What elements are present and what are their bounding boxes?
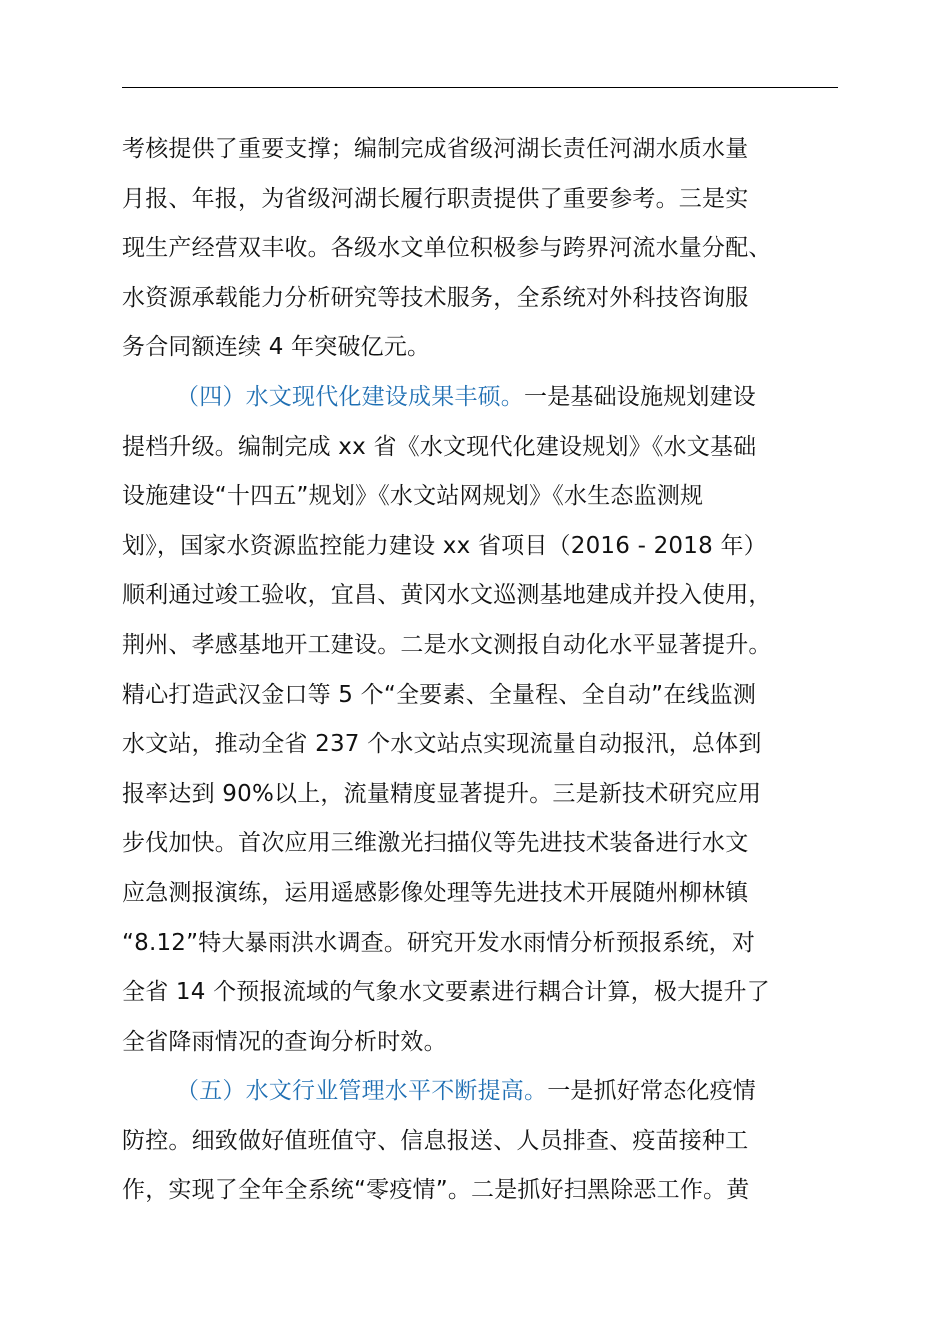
body-line: 精心打造武汉金口等 5 个“全要素、全量程、全自动”在线监测 bbox=[122, 681, 757, 708]
body-line: 考核提供了重要支撑；编制完成省级河湖长责任河湖水质水量 bbox=[122, 136, 749, 162]
section-5-lead: 一是抓好常态化疫情 bbox=[547, 1078, 757, 1105]
body-line: 设施建设“十四五”规划》《水文站网规划》《水生态监测规 bbox=[122, 483, 704, 510]
body-line: 全省降雨情况的查询分析时效。 bbox=[122, 1028, 447, 1055]
section-5-heading: （五）水文行业管理水平不断提高。 bbox=[176, 1078, 548, 1105]
body-line: 水文站，推动全省 237 个水文站点实现流量自动报汛，总体到 bbox=[122, 731, 762, 758]
body-line: 报率达到 90%以上，流量精度显著提升。三是新技术研究应用 bbox=[122, 780, 762, 807]
body-line: 应急测报演练，运用遥感影像处理等先进技术开展随州柳林镇 bbox=[122, 879, 749, 906]
body-line: 全省 14 个预报流域的气象水文要素进行耦合计算，极大提升了 bbox=[122, 979, 770, 1006]
body-line: 月报、年报，为省级河湖长履行职责提供了重要参考。三是实 bbox=[122, 185, 749, 212]
body-line: 现生产经营双丰收。各级水文单位积极参与跨界河流水量分配、 bbox=[122, 235, 772, 262]
section-4-lead: 一是基础设施规划建设 bbox=[524, 383, 756, 410]
section-5-first-line bbox=[122, 1067, 846, 1117]
body-line: 务合同额连续 4 年突破亿元。 bbox=[122, 334, 431, 361]
body-line: 划》，国家水资源监控能力建设 xx 省项目（2016 - 2018 年） bbox=[122, 532, 767, 559]
body-line: 提档升级。编制完成 xx 省《水文现代化建设规划》《水文基础 bbox=[122, 433, 757, 460]
body-line: 荆州、孝感基地开工建设。二是水文测报自动化水平显著提升。 bbox=[122, 631, 772, 658]
body-line: “8.12”特大暴雨洪水调查。研究开发水雨情分析预报系统，对 bbox=[122, 929, 756, 956]
body-line: 水资源承载能力分析研究等技术服务，全系统对外科技咨询服 bbox=[122, 284, 749, 311]
document-body bbox=[122, 125, 846, 1216]
header-rule bbox=[122, 87, 838, 88]
body-line: 步伐加快。首次应用三维激光扫描仪等先进技术装备进行水文 bbox=[122, 830, 749, 857]
section-4-first-line bbox=[122, 373, 846, 423]
body-line: 防控。细致做好值班值守、信息报送、人员排查、疫苗接种工 bbox=[122, 1127, 749, 1154]
section-4-heading: （四）水文现代化建设成果丰硕。 bbox=[176, 383, 524, 410]
body-line: 顺利通过竣工验收，宜昌、黄冈水文巡测基地建成并投入使用， bbox=[122, 582, 772, 609]
body-line: 作，实现了全年全系统“零疫情”。二是抓好扫黑除恶工作。黄 bbox=[122, 1177, 750, 1204]
